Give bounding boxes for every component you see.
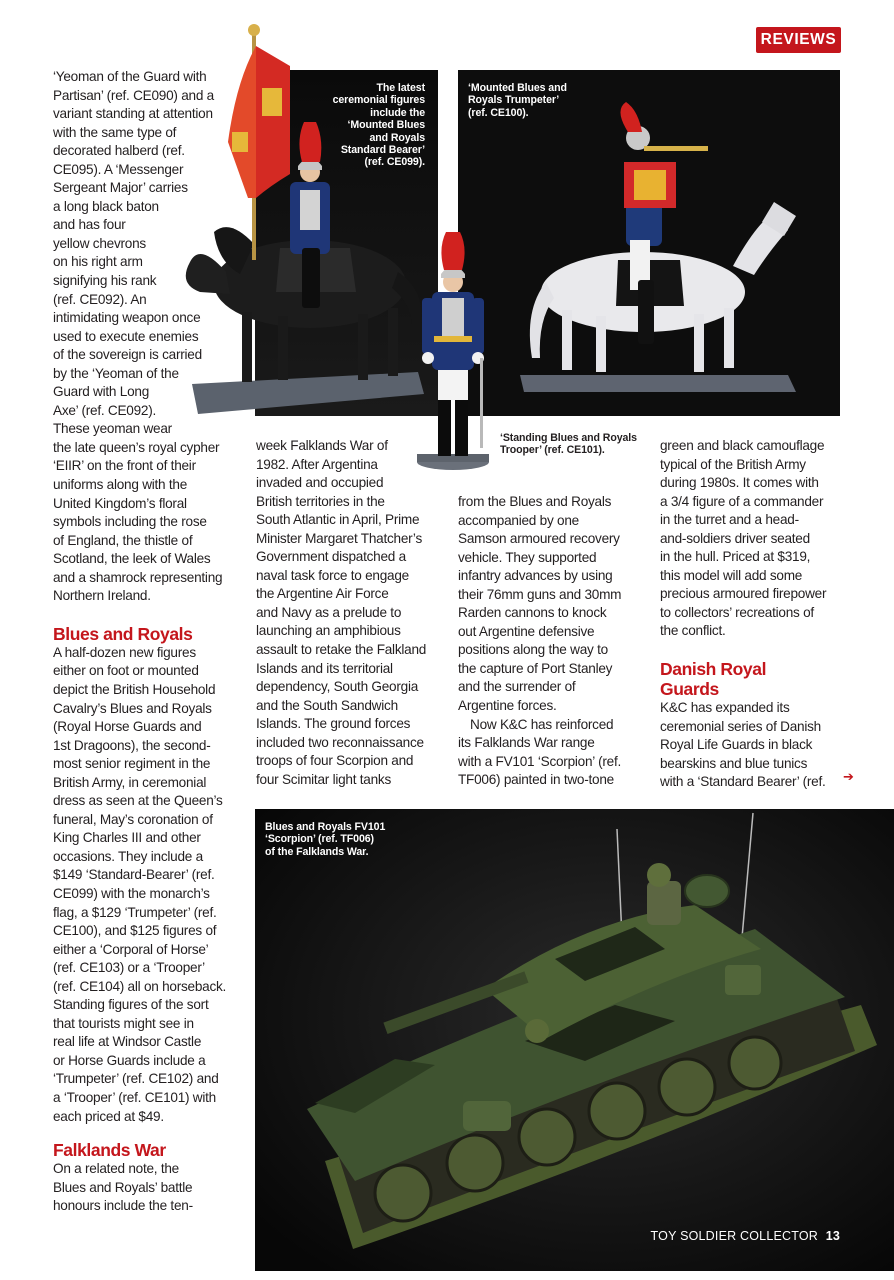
- column-1-intro: ‘Yeoman of the Guard with Partisan’ (ref. CE090) and a variant standing at attention with the same type of decorated halberd (ref. CE095). A ‘Messenger Sergeant Major’ carries a long black baton and has four yellow chevrons on his right arm signifying his rank (ref. CE092). An intimidating weapon once used to execute enemies of the sovereign is carried by the ‘Yeoman of the Guard with Long Axe’ (ref. CE092). These yeoman wear the late queen’s royal cypher ‘EIIR’ on the front of their uniforms along with the United Kingdom’s floral symbols including the rose of England, the thistle of Scotland, the leek of Wales and a shamrock representing Northern Ireland.: [53, 69, 223, 604]
- heading-danish-royal-guards: Danish Royal Guards: [660, 659, 767, 700]
- heading-blues-and-royals: Blues and Royals: [53, 623, 193, 644]
- column-1: [53, 68, 248, 1216]
- column-3: [458, 493, 653, 790]
- column-2-text: week Falklands War of 1982. After Argentina invaded and occupied British territories in the South Atlantic in April, Prime Minister Margaret Thatcher’s Government dispatched a naval task force to engage the Argentine Air Force and Navy as a prelude to launching an amphibious assault to retake the Falkland Islands and its territorial dependency, South Georgia and the South Sandwich Islands. The ground forces included two reconnaissance troops of four Scorpion and four Scimitar light tanks: [256, 438, 427, 787]
- photo-scorpion-tank: [255, 809, 894, 1271]
- column-3-text: from the Blues and Royals accompanied by one Samson armoured recovery vehicle. They supported infantry advances by using their 76mm guns and 30mm Rarden cannons to knock out Argentine defensive positions along the way to the capture of Port Stanley and the surrender of Argentine forces.: [458, 494, 622, 714]
- column-2: [256, 437, 451, 789]
- column-1-blues-text: A half-dozen new figures either on foot or mounted depict the British Household Cavalry’s Blues and Royals (Royal Horse Guards and 1st Dragoons), the second- most senior regiment in the British Army, in ceremonial dress as seen at the Queen’s funeral, May’s coronation of King Charles III and other occasions. They include a $149 ‘Standard-Bearer’ (ref. CE099) with the monarch’s flag, a $129 ‘Trumpeter’ (ref. CE100), and $125 figures of either a ‘Corporal of Horse’ (ref. CE103) or a ‘Trooper’ (ref. CE104) all on horseback. Standing figures of the sort that tourists might see in real life at Windsor Castle or Horse Guards include a ‘Trumpeter’ (ref. CE102) and a ‘Trooper’ (ref. CE101) with each priced at $49.: [53, 644, 227, 1124]
- photo-trumpeter: [458, 70, 840, 416]
- column-4-text: green and black camouflage typical of the British Army during 1980s. It comes with a 3/4 figure of a commander in the turret and a head- and-soldiers driver seated in the hull. Priced at $319, this model will add some precious armoured firepower to collectors’ recreations of the conflict.: [660, 438, 827, 639]
- continue-arrow-icon: ➔: [843, 770, 854, 785]
- caption-trumpeter: ‘Mounted Blues and Royals Trumpeter’ (ref. CE100).: [468, 82, 567, 119]
- footer-page-number: 13: [825, 1229, 840, 1243]
- column-4: [660, 437, 855, 792]
- column-4-danish-text: K&C has expanded its ceremonial series of Danish Royal Life Guards in black bearskins and blue tunics with a ‘Standard Bearer’ (ref.: [660, 700, 826, 790]
- section-badge-label: REVIEWS: [760, 31, 837, 48]
- section-badge: [756, 27, 841, 53]
- trumpeter-figure-art: [458, 70, 840, 416]
- caption-standing-trooper: ‘Standing Blues and Royals Trooper’ (ref. CE101).: [500, 432, 637, 457]
- scorpion-tank-art: [255, 809, 894, 1271]
- page-footer: [640, 1229, 840, 1243]
- column-3-text-2: Now K&C has reinforced its Falklands War range with a FV101 ‘Scorpion’ (ref. TF006) painted in two-tone: [458, 716, 621, 788]
- heading-falklands-war: Falklands War: [53, 1140, 166, 1161]
- caption-standard-bearer: The latest ceremonial figures include the ‘Mounted Blues and Royals Standard Bearer’ (ref. CE099).: [332, 82, 425, 169]
- caption-scorpion: Blues and Royals FV101 ‘Scorpion’ (ref. TF006) of the Falklands War.: [265, 821, 386, 858]
- footer-magazine-name: TOY SOLDIER COLLECTOR: [650, 1229, 818, 1243]
- column-1-falklands-text: On a related note, the Blues and Royals’ battle honours include the ten-: [53, 1161, 193, 1214]
